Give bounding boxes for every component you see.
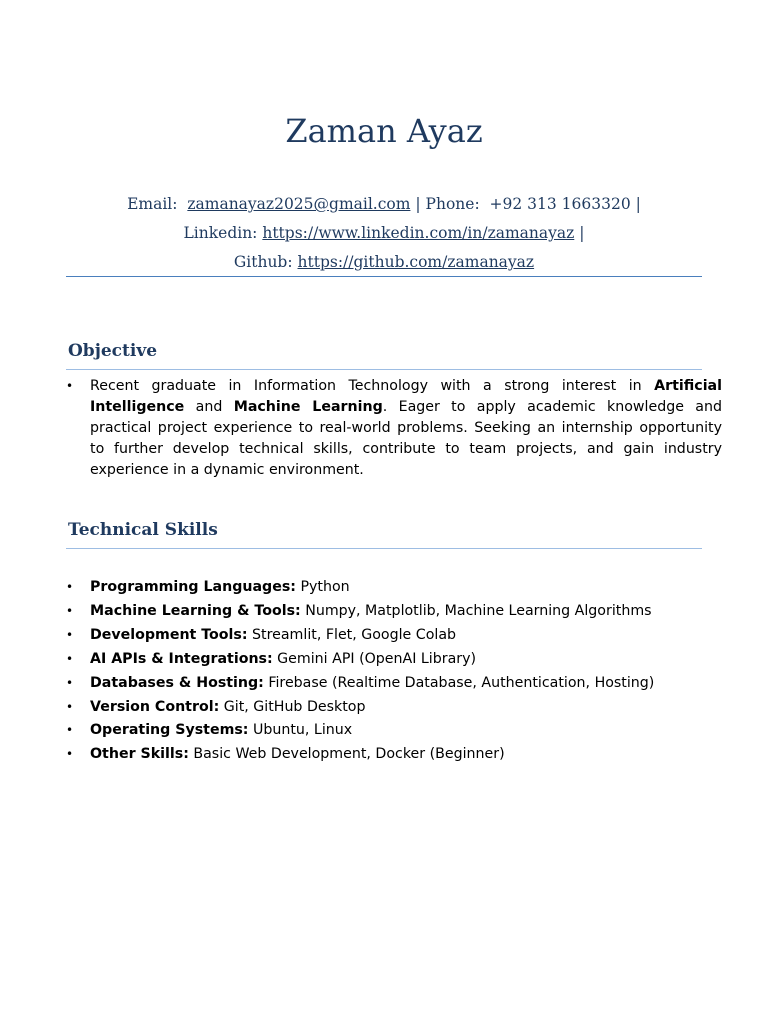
header-divider <box>66 276 702 277</box>
bullet-icon: • <box>66 627 74 642</box>
objective-bold-ml: Machine Learning <box>233 399 383 415</box>
github-label: Github: <box>233 253 293 271</box>
contact-line-2 <box>0 219 768 248</box>
skill-value: Basic Web Development, Docker (Beginner) <box>188 746 505 763</box>
skills-divider <box>66 548 702 549</box>
objective-bold-ai: Artificial Intelligence <box>90 378 722 415</box>
contact-block <box>0 190 768 277</box>
bullet-icon: • <box>66 723 74 738</box>
skill-item <box>66 624 726 648</box>
candidate-name: Zaman Ayaz <box>285 112 483 150</box>
skill-item <box>66 719 726 743</box>
separator: | <box>635 195 641 213</box>
skill-label: Machine Learning & Tools: <box>90 602 301 619</box>
skill-label: Version Control: <box>90 698 220 715</box>
bullet-icon: • <box>66 580 74 594</box>
skill-label: Operating Systems: <box>90 722 249 739</box>
skill-value: Git, GitHub Desktop <box>219 698 366 715</box>
objective-item <box>66 376 722 481</box>
objective-divider <box>66 369 702 370</box>
skill-item <box>66 696 726 720</box>
email-link[interactable]: zamanayaz2025@gmail.com <box>187 195 411 213</box>
skill-label: Databases & Hosting: <box>90 674 264 691</box>
skill-value: Ubuntu, Linux <box>248 722 353 739</box>
skill-value: Gemini API (OpenAI Library) <box>272 650 477 667</box>
separator: | <box>415 195 421 213</box>
bullet-icon: • <box>66 651 74 666</box>
skill-item <box>66 672 726 696</box>
bullet-icon: • <box>66 747 74 762</box>
contact-line-1 <box>0 190 768 219</box>
objective-text-2: and <box>184 399 234 415</box>
skill-value: Numpy, Matplotlib, Machine Learning Algorithms <box>300 602 652 619</box>
contact-line-3 <box>0 248 768 277</box>
linkedin-label: Linkedin: <box>183 224 258 242</box>
skill-label: Programming Languages: <box>90 579 296 595</box>
phone-number: +92 313 1663320 <box>489 195 631 213</box>
skill-item <box>66 600 726 624</box>
skill-item <box>66 576 726 600</box>
phone-label: Phone: <box>425 195 480 213</box>
bullet-icon: • <box>66 699 74 714</box>
bullet-icon: • <box>66 675 74 690</box>
skills-list <box>66 576 726 767</box>
skill-value: Streamlit, Flet, Google Colab <box>247 626 457 643</box>
email-label: Email: <box>127 195 178 213</box>
bullet-icon: • <box>66 379 74 393</box>
objective-text-3: . Eager to apply academic knowledge and practical project experience to real-world problems. Seeking an internship opportunity to further develop technical skills, contribute to team projects, and gain industry experience in a dynamic environment. <box>90 399 722 478</box>
separator: | <box>579 224 585 242</box>
objective-list <box>66 376 722 481</box>
linkedin-link[interactable]: https://www.linkedin.com/in/zamanayaz <box>262 224 575 242</box>
technical-skills-heading: Technical Skills <box>68 520 218 540</box>
objective-heading: Objective <box>68 341 158 361</box>
skill-label: Development Tools: <box>90 626 248 643</box>
github-link[interactable]: https://github.com/zamanayaz <box>297 253 535 271</box>
skill-item <box>66 743 726 767</box>
skill-value: Firebase (Realtime Database, Authentication, Hosting) <box>263 674 655 691</box>
skill-value: Python <box>295 579 350 595</box>
bullet-icon: • <box>66 603 74 618</box>
skill-label: AI APIs & Integrations: <box>90 650 273 667</box>
objective-text-1: Recent graduate in Information Technology with a strong interest in <box>90 378 655 394</box>
skill-item <box>66 648 726 672</box>
skill-label: Other Skills: <box>90 746 189 763</box>
